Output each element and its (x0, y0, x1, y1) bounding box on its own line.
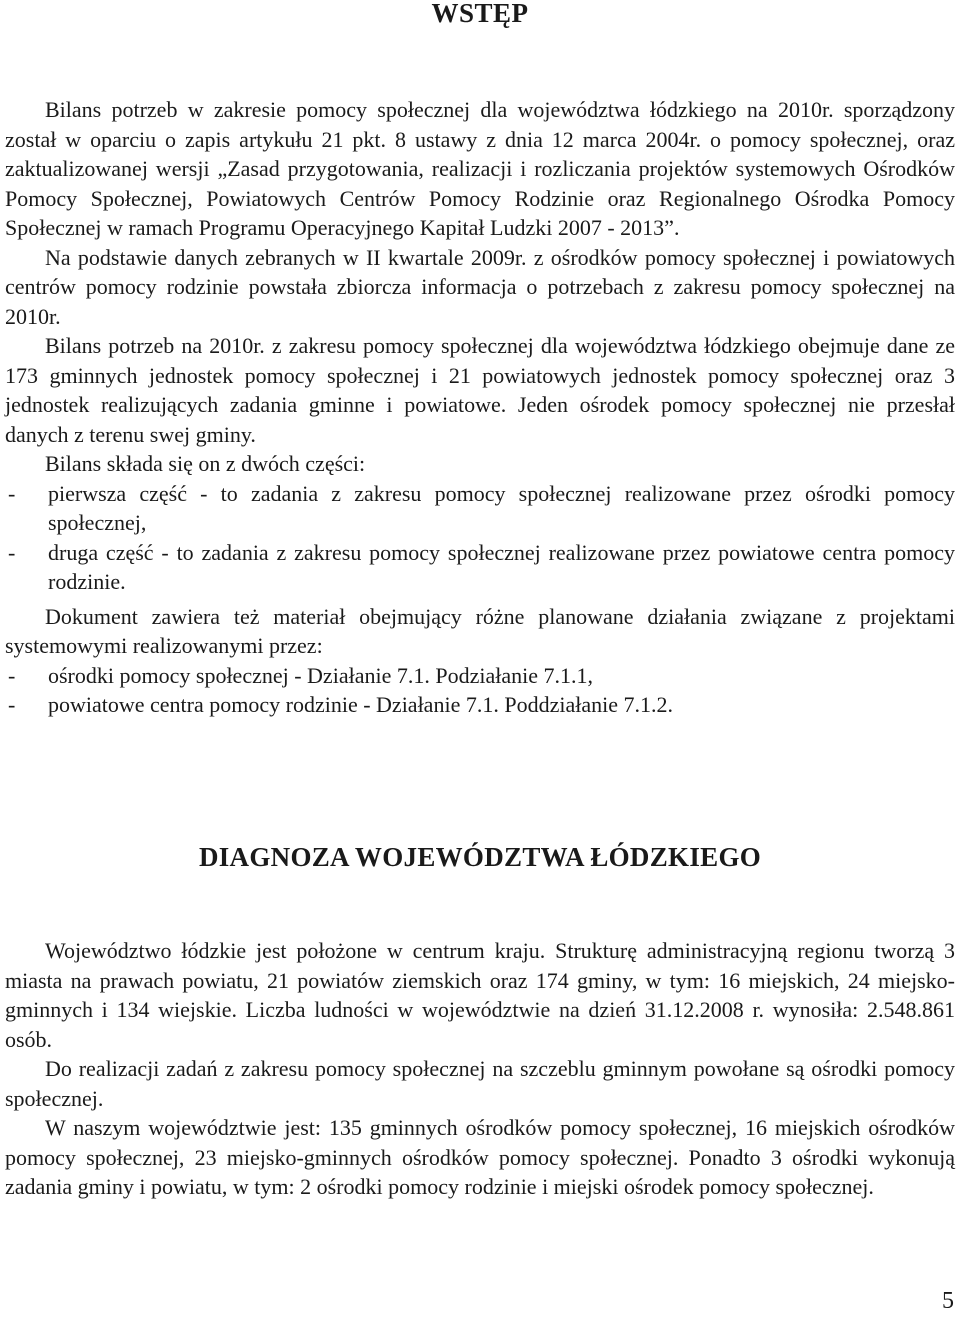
paragraph: W naszym województwie jest: 135 gminnych ośrodków pomocy społecznej, 16 miejskich ośrodków pomocy społecznej, 23 miejsko-gminnych ośrodków pomocy społecznej. Ponadto 3 ośrodki wykonują zadania gminy i powiatu, w tym: 2 ośrodki pomocy rodzinie i miejski ośrodek pomocy społecznej. (5, 1115, 955, 1199)
diagnoza-body (5, 936, 955, 1202)
paragraph: Bilans składa się on z dwóch części: (45, 451, 366, 476)
paragraph: Województwo łódzkie jest położone w centrum kraju. Strukturę administracyjną regionu tworzą 3 miasta na prawach powiatu, 21 powiatów ziemskich oraz 174 gminy, w tym: 16 miejskich, 24 miejsko-gminnych i 134 wiejskie. Liczba ludności w województwie na dzień 31.12.2008 r. wynosiła: 2.548.861 osób. (5, 938, 955, 1052)
list-item (5, 479, 955, 538)
projects-list (5, 661, 955, 720)
paragraph: Do realizacji zadań z zakresu pomocy społecznej na szczeblu gminnym powołane są ośrodki pomocy społecznej. (5, 1056, 955, 1111)
list-item (5, 661, 955, 691)
paragraph: Na podstawie danych zebranych w II kwartale 2009r. z ośrodków pomocy społecznej i powiatowych centrów pomocy rodzinie powstała zbiorcza informacja o potrzebach z zakresu pomocy społecznej na 2010r. (5, 244, 955, 329)
list-item (5, 538, 955, 597)
paragraph: Bilans potrzeb w zakresie pomocy społecznej dla województwa łódzkiego na 2010r. sporządzony został w oparciu o zapis artykułu 21 pkt. 8 ustawy z dnia 12 marca 2004r. o pomocy społecznej, oraz zaktualizowanej wersji „Zasad przygotowania, realizacji i rozliczania projektów systemowych Ośrodków Pomocy Społecznej, Powiatowych Centrów Pomocy Rodzinie oraz Regionalnego Ośrodka Pomocy Społecznej w ramach Programu Operacyjnego Kapitał Ludzki 2007 - 2013”. (5, 97, 955, 240)
page-number: 5 (942, 1288, 954, 1314)
list-item-text: powiatowe centra pomocy rodzinie - Działanie 7.1. Poddziałanie 7.1.2. (48, 692, 673, 717)
section-title-wstep: WSTĘP (431, 0, 529, 28)
list-item-text: ośrodki pomocy społecznej - Działanie 7.1. Podziałanie 7.1.1, (48, 662, 593, 688)
wstep-body (5, 95, 955, 720)
list-item (5, 690, 955, 720)
dash-marker: - (8, 539, 16, 565)
parts-list (5, 479, 955, 597)
dash-marker: - (8, 480, 16, 506)
list-item-text: druga część - to zadania z zakresu pomocy społecznej realizowane przez powiatowe centra pomocy rodzinie. (48, 539, 955, 594)
paragraph: Dokument zawiera też materiał obejmujący różne planowane działania związane z projektami systemowymi realizowanymi przez: (5, 603, 955, 658)
paragraph: Bilans potrzeb na 2010r. z zakresu pomocy społecznej dla województwa łódzkiego obejmuje dane ze 173 gminnych jednostek pomocy społecznej i 21 powiatowych jednostek pomocy społecznej oraz 3 jednostek realizujących zadania gminne i powiatowe. Jeden ośrodek pomocy społecznej nie przesłał danych z terenu swej gminy. (5, 333, 955, 447)
section-title-diagnoza: DIAGNOZA WOJEWÓDZTWA ŁÓDZKIEGO (198, 842, 762, 872)
dash-marker: - (8, 692, 16, 717)
list-item-text: pierwsza część - to zadania z zakresu pomocy społecznej realizowane przez ośrodki pomocy społecznej, (48, 480, 955, 535)
dash-marker: - (8, 662, 16, 688)
